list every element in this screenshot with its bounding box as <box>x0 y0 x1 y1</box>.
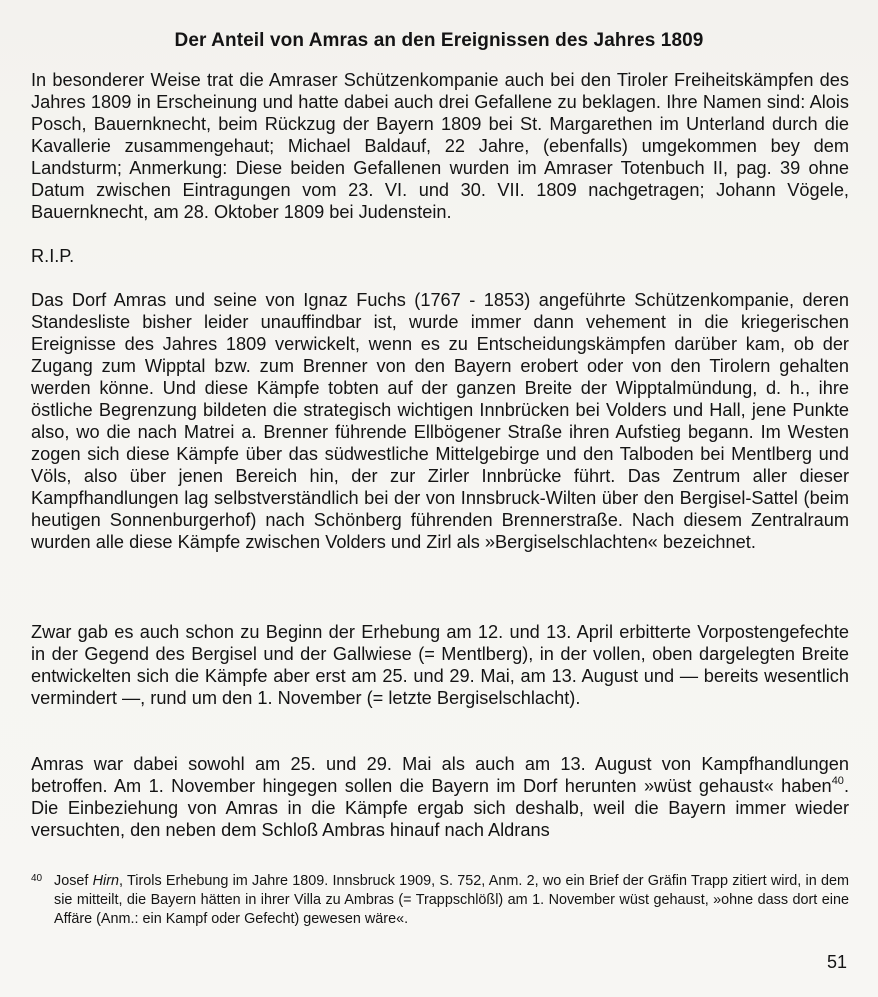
footnote-body: , Tirols Erhebung im Jahre 1809. Innsbruck 1909, S. 752, Anm. 2, wo ein Brief der Gräfin Trapp zitiert wird, in dem sie mitteilt, die Bayern hätten in ihrer Villa zu Ambras (= Trappschlößl) am 1. November wüst gehaust, »ohne dass dort eine Affäre (Anm.: ein Kampf oder Gefecht) gewesen wäre«. <box>54 873 849 927</box>
footnote-author-last: Hirn <box>92 873 120 889</box>
footnote-reference[interactable]: 40 <box>831 774 844 787</box>
paragraph-text: In besonderer Weise trat die Amraser Schützenkompanie auch bei den Tiroler Freiheitskämpfen des Jahres 1809 in Erscheinung und hatte dabei auch drei Gefallene zu beklagen. Ihre Namen sind: Alois Posch, Bauernknecht, beim Rückzug der Bayern 1809 bei St. Margarethen im Unterland durch die Kavallerie zusammengehaut; Michael Baldauf, 22 Jahre, (ebenfalls) umgekommen bey dem Landsturm; Anmerkung: Diese beiden Gefallenen wurden im Amraser Totenbuch II, pag. 39 ohne Datum zwischen Eintragungen vom 23. VI. und 30. VII. 1809 nachgetragen; Johann Vögele, Bauernknecht, am 28. Oktober 1809 bei Judenstein. <box>31 70 849 222</box>
paragraph-battles <box>31 621 849 709</box>
footnote <box>31 872 849 929</box>
footnote-text <box>54 872 849 929</box>
paragraph-village <box>31 289 849 553</box>
paragraph-text-part2: . Die Einbeziehung von Amras in die Kämpfe ergab sich deshalb, weil die Bayern immer wieder versuchten, den neben dem Schloß Ambras hinauf nach Aldrans <box>31 776 849 840</box>
paragraph-text-part1: Amras war dabei sowohl am 25. und 29. Mai als auch am 13. August von Kampfhandlungen betroffen. Am 1. November hingegen sollen die Bayern im Dorf herunten »wüst gehaust« haben <box>31 754 849 796</box>
page-number: 51 <box>826 952 847 972</box>
rip-line: R.I.P. <box>31 246 75 266</box>
footnote-author-first: Josef <box>54 873 93 889</box>
paragraph-amras-affected <box>31 753 849 841</box>
paragraph-casualties <box>31 69 849 223</box>
footnote-number: 40 <box>31 873 43 884</box>
paragraph-text <box>31 753 849 841</box>
paragraph-text: Das Dorf Amras und seine von Ignaz Fuchs (1767 - 1853) angeführte Schützenkompanie, deren Standesliste bisher leider unauffindbar ist, wurde immer dann vehement in die kriegerischen Ereignisse des Jahres 1809 verwickelt, wenn es zu Entscheidungskämpfen darüber kam, ob der Zugang zum Wipptal bzw. zum Brenner von den Bayern erobert oder von den Tirolern gehalten werden könne. Und diese Kämpfe tobten auf der ganzen Breite der Wipptalmündung, d. h., ihre östliche Begrenzung bildeten die strategisch wichtigen Innbrücken bei Volders und Hall, jene Punkte also, wo die nach Matrei a. Brenner führende Ellbögener Straße ihren Aufstieg begann. Im Westen zogen sich diese Kämpfe über das südwestliche Mittelgebirge und den Talboden bei Mentlberg und Völs, also über jenen Bereich hin, der zur Zirler Innbrücke führt. Das Zentrum aller dieser Kampfhandlungen lag selbstverständlich bei der von Innsbruck-Wilten über den Bergisel-Sattel (beim heutigen Sonnenburgerhof) nach Schönberg führenden Brennerstraße. Nach diesem Zentralraum wurden alle diese Kämpfe zwischen Volders und Zirl als »Bergiselschlachten« bezeichnet. <box>31 290 849 552</box>
paragraph-text: Zwar gab es auch schon zu Beginn der Erhebung am 12. und 13. April erbitterte Vorpostengefechte in der Gegend des Bergisel und der Gallwiese (= Mentlberg), in der vollen, oben dargelegten Breite entwickelten sich die Kämpfe aber erst am 25. und 29. Mai, am 13. August und — bereits wesentlich vermindert —, rund um den 1. November (= letzte Bergiselschlacht). <box>31 622 849 708</box>
page-title: Der Anteil von Amras an den Ereignissen des Jahres 1809 <box>174 30 704 51</box>
